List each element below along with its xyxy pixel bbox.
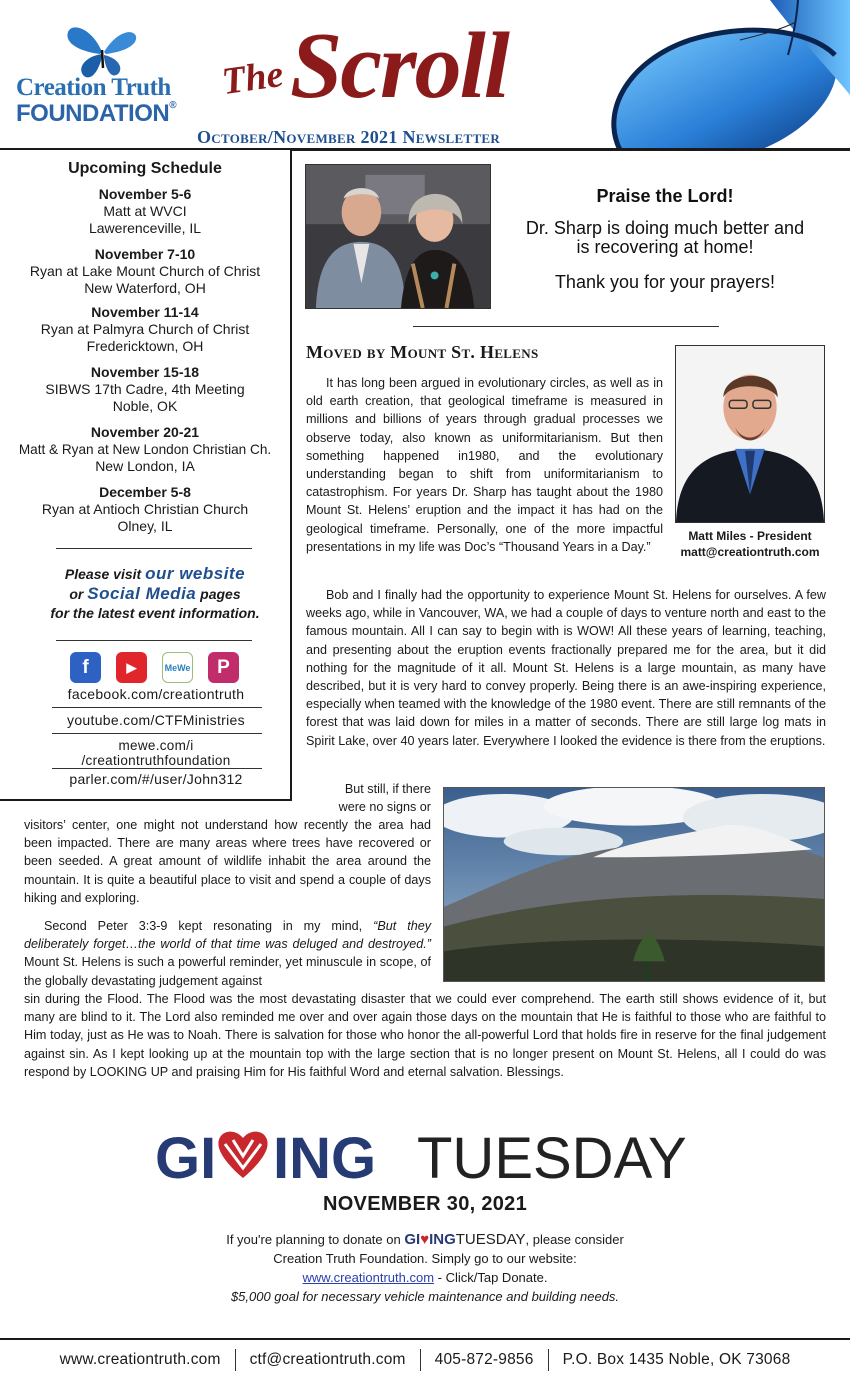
gt-logo-right: TUESDAY — [417, 1126, 687, 1190]
gt-logo-mid: ING — [273, 1126, 377, 1190]
schedule-event: Matt at WVCI — [103, 203, 187, 219]
schedule-event: SIBWS 17th Cadre, 4th Meeting — [45, 381, 245, 397]
article-paragraph: It has long been argued in evolutionary circles, as well as in old earth creation, that geological timeframe is measured in millions and billions of years through gradual processes we observe today, also known as uniformitarianism. But then something happened in1980, and the evolutionary understanding began to shift from uniformitarianism to catastrophism. For years Dr. Sharp has taught about the 1980 Mount St. Helens’ eruption and the impact it has had on the geological timeframe. Personally, one of the more impactful presentations in my life was Doc’s “Thousand Years in a Day.” — [306, 376, 663, 554]
facebook-icon[interactable]: f — [70, 652, 101, 683]
schedule-event: Ryan at Antioch Christian Church — [41, 501, 249, 517]
schedule-item — [0, 304, 290, 355]
masthead-title: Scroll — [290, 14, 508, 118]
giving-tuesday-inline-logo: GI♥INGTUESDAY — [404, 1231, 526, 1248]
article-paragraph-start: But still, if there were no signs or — [338, 782, 431, 815]
article-paragraph: Second Peter 3:3-9 kept resonating in my mind, “But they deliberately forget…the world of that time was deluged and destroyed.” Mount St. Helens is such a powerful reminder, yet minuscule in scope, of the globally devastating judgement against — [24, 919, 431, 988]
footer-website[interactable]: www.creationtruth.com — [59, 1351, 221, 1368]
praise-divider — [413, 326, 719, 327]
link-divider — [52, 707, 262, 708]
praise-message: Dr. Sharp is doing much better and is recovering at home! — [525, 218, 805, 257]
contact-footer — [0, 1348, 850, 1372]
schedule-event: Matt & Ryan at New London Christian Ch. — [18, 442, 272, 457]
heart-icon: ♥ — [420, 1231, 430, 1248]
portrait-caption-email[interactable]: matt@creationtruth.com — [680, 545, 820, 559]
donate-website-link[interactable]: www.creationtruth.com — [302, 1270, 435, 1285]
link-divider — [52, 768, 262, 769]
schedule-title: Upcoming Schedule — [68, 160, 222, 177]
org-name-line2: FOUNDATION® — [16, 100, 177, 127]
link-divider — [52, 733, 262, 734]
website-link[interactable]: our website — [145, 564, 246, 583]
couple-photo — [305, 164, 491, 309]
mewe-icon[interactable]: MeWe — [162, 652, 193, 683]
mount-st-helens-photo — [443, 787, 825, 982]
parler-icon[interactable]: P — [208, 652, 239, 683]
schedule-item — [0, 246, 290, 297]
schedule-item — [0, 424, 290, 475]
footer-divider — [0, 1338, 850, 1340]
butterfly-illustration-icon — [560, 0, 850, 150]
footer-separator — [235, 1349, 236, 1371]
youtube-link[interactable]: youtube.com/CTFMinistries — [67, 712, 245, 728]
scripture-quote: “But they deliberately forget…the world of that time was deluged and destroyed.” — [24, 919, 431, 952]
youtube-icon[interactable]: ▶ — [116, 652, 147, 683]
org-name-line1: Creation Truth — [16, 74, 171, 101]
president-portrait — [675, 345, 825, 523]
footer-address: P.O. Box 1435 Noble, OK 73068 — [562, 1351, 791, 1368]
schedule-location: Fredericktown, OH — [86, 338, 204, 354]
newsletter-header — [0, 0, 850, 150]
visit-message: Please visit our website or Social Media pages for the latest event information. — [50, 564, 260, 621]
schedule-event: Ryan at Lake Mount Church of Christ — [29, 263, 261, 279]
schedule-date: November 20-21 — [90, 424, 200, 440]
social-icons — [66, 652, 246, 684]
article-paragraph: visitors’ center, one might not understand how recently the area had been impacted. There are many areas where trees have recovered or been seeded. A great amount of wildlife inhabit the area around the mountain. It is quite a beautiful place to visit and spend a couple of days hiking and exploring. — [24, 818, 431, 905]
schedule-location: Noble, OK — [112, 398, 178, 414]
giving-text: If you're planning to donate on GI♥INGTUESDAY, please consider — [226, 1231, 624, 1248]
giving-goal: $5,000 goal for necessary vehicle maintenance and building needs. — [230, 1289, 620, 1304]
social-media-link[interactable]: Social Media — [87, 584, 197, 603]
praise-heading: Praise the Lord! — [596, 186, 734, 206]
sidebar-divider — [56, 548, 252, 549]
portrait-caption-name: Matt Miles - President — [688, 529, 812, 543]
footer-email[interactable]: ctf@creationtruth.com — [249, 1351, 406, 1368]
giving-text: www.creationtruth.com - Click/Tap Donate. — [302, 1270, 548, 1285]
parler-link[interactable]: parler.com/#/user/John312 — [69, 771, 243, 787]
article-paragraph: sin during the Flood. The Flood was the most devastating disaster that we could ever comprehend. The earth still shows evidence of it, but many are blind to it. The Lord also reminded me over and over again those days on the mountain that He is faithful to those who are faithful to Him today, just as He was to Noah. There is salvation for those who honor the all-powerful Lord that holds fire in reserve for the final judgement against sin. As I kept looking up at the mountain top with the large section that is no longer present on Mount St. Helens, all I could do was respond by LOOKING UP and praising Him for His faithful Word and eternal salvation. Blessings. — [24, 992, 826, 1079]
heart-icon — [218, 1132, 267, 1178]
schedule-item — [0, 364, 290, 415]
schedule-event: Ryan at Palmyra Church of Christ — [40, 321, 250, 337]
footer-separator — [548, 1349, 549, 1371]
schedule-item — [0, 484, 290, 535]
sidebar-divider — [56, 640, 252, 641]
footer-separator — [420, 1349, 421, 1371]
giving-text: Creation Truth Foundation. Simply go to our website: — [273, 1251, 577, 1266]
schedule-location: New London, IA — [95, 458, 195, 474]
schedule-date: December 5-8 — [99, 484, 191, 500]
gt-logo-left: GI — [155, 1126, 217, 1190]
schedule-location: Lawerenceville, IL — [88, 220, 202, 236]
schedule-item — [0, 186, 290, 237]
article-paragraph: Bob and I finally had the opportunity to experience Mount St. Helens for ourselves. A few weeks ago, while in Vancouver, WA, we had a couple of days to venture north and east to the famous mountain. All I can say to begin with is WOW! All these years of learning, teaching, and presenting about the eruption events fractionally prepared me for the area, but it did nothing for the magnitude of it all. Mount St. Helens is a large mountain, as many have described, but it is very hard to convey properly. Being there is an awe-inspiring experience, especially when teamed with the knowledge of the 1980 event. There are still remnants of the forest that was laid down for miles in a matter of seconds. There are still large log mats in Spirit Lake, over 40 years later. Everywhere I looked the evidence is there from the eruptions. — [306, 588, 826, 748]
mewe-link[interactable]: mewe.com/i /creationtruthfoundation — [81, 738, 231, 768]
schedule-sidebar — [0, 150, 292, 801]
giving-tuesday-date: NOVEMBER 30, 2021 — [322, 1193, 528, 1215]
footer-phone[interactable]: 405-872-9856 — [434, 1351, 534, 1368]
schedule-location: Olney, IL — [117, 518, 173, 534]
schedule-date: November 11-14 — [91, 304, 199, 320]
praise-thanks: Thank you for your prayers! — [554, 272, 776, 292]
giving-tuesday-logo — [155, 1122, 695, 1190]
schedule-date: November 15-18 — [90, 364, 200, 380]
schedule-date: November 7-10 — [94, 246, 196, 262]
facebook-link[interactable]: facebook.com/creationtruth — [67, 686, 245, 702]
schedule-date: November 5-6 — [98, 186, 192, 202]
article-title: Moved by Mount St. Helens — [306, 342, 539, 362]
masthead-the: The — [219, 52, 286, 104]
issue-date: October/November 2021 Newsletter — [197, 127, 501, 147]
schedule-location: New Waterford, OH — [84, 280, 206, 296]
